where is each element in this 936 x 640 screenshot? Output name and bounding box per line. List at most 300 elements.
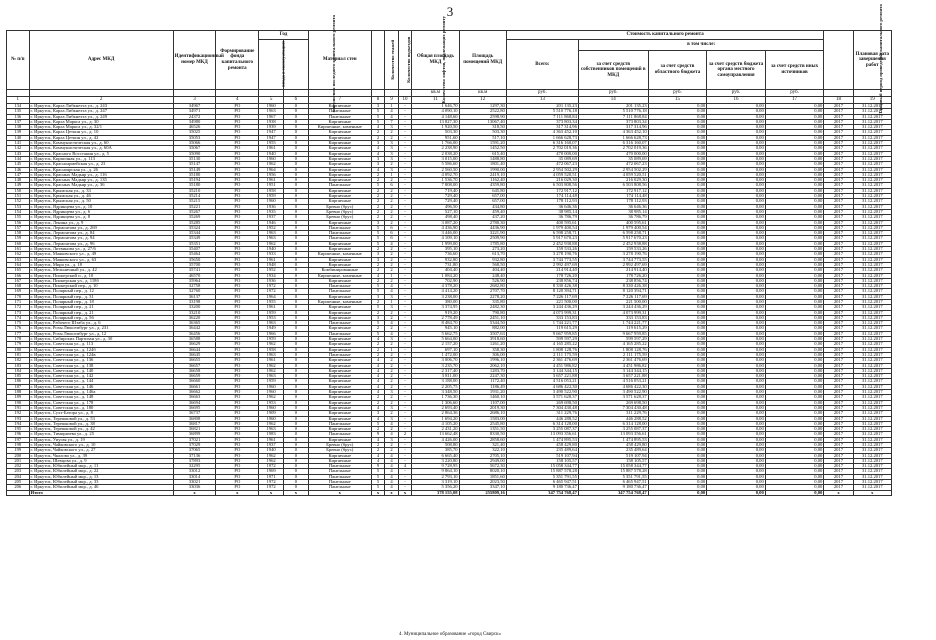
year-repair-cell: 0 [283,130,308,135]
owners-cost-cell: 3 571 628,37 [578,395,648,400]
local-cost-cell: 0,00 [707,268,766,273]
premises-area-cell: 318,50 [459,125,506,130]
year-repair-cell: 0 [283,443,308,448]
mkd-id-cell: 33021 [173,480,216,485]
year-repair-cell: 0 [283,305,308,310]
year-repair-cell: 0 [283,289,308,294]
region-cost-cell: 0,00 [648,204,707,209]
lifts-cell: - [398,231,412,236]
total-x: x [308,490,371,495]
year-commission-cell: 1955 [259,141,284,146]
total-cost-cell: 3 144 344,15 [506,368,578,373]
owners-cost-cell: 214 914,40 [578,268,648,273]
row-number: 187 [7,384,30,389]
local-cost-cell: 0,00 [707,194,766,199]
local-cost-cell: 0,00 [707,262,766,267]
local-cost-cell: 0,00 [707,331,766,336]
premises-area-cell: 1452,50 [459,146,506,151]
total-cost-cell: 2 111 175,59 [506,352,578,357]
period-cell: 2017 [824,352,853,357]
local-cost-cell: 0,00 [707,384,766,389]
total-area-cell: 4 148,60 [412,114,459,119]
fund-cell: РО [216,363,259,368]
year-commission-cell: 1955 [259,299,284,304]
header-number: № п/п [7,31,30,90]
period-cell: 2017 [824,384,853,389]
table-body [7,104,892,491]
fund-cell: РО [216,374,259,379]
period-cell: 2017 [824,294,853,299]
row-number: 144 [7,156,30,161]
floors-cell: 2 [371,400,385,405]
premises-area-cell: 4359,80 [459,183,506,188]
period-cell: 2017 [824,151,853,156]
entrances-cell: 3 [385,146,399,151]
entrances-cell: 2 [385,411,399,416]
entrances-cell: 2 [385,215,399,220]
premises-area-cell: 459,40 [459,209,506,214]
material-cell: Кирпичные [308,178,371,183]
header-cost-group: Стоимость капитального ремонта [506,31,823,40]
fund-cell: РО [216,268,259,273]
lifts-cell: - [398,480,412,485]
floors-cell: 2 [371,199,385,204]
entrances-cell: 3 [385,125,399,130]
period-cell: 2017 [824,485,853,490]
local-cost-cell: 0,00 [707,432,766,437]
other-cost-cell: 0,00 [765,194,824,199]
total-area-cell: 3 446,00 [412,231,459,236]
row-number: 169 [7,289,30,294]
owners-cost-cell: 178 112,93 [578,199,648,204]
floors-cell: 4 [371,384,385,389]
entrances-cell: 2 [385,326,399,331]
material-cell: Кирпичные, каменные [308,125,371,130]
mkd-id-cell: 35285 [173,220,216,225]
local-cost-cell: 0,00 [707,485,766,490]
plan-date-cell: 31.12.2017 [853,368,891,373]
address-cell: г. Иркутск, Чайковского ул., д. 27 [29,448,173,453]
local-cost-cell: 0,00 [707,125,766,130]
mkd-id-cell: 35324 [173,225,216,230]
local-cost-cell: 0,00 [707,209,766,214]
plan-date-cell: 31.12.2017 [853,262,891,267]
premises-area-cell: 2707,70 [459,289,506,294]
other-cost-cell: 0,00 [765,273,824,278]
mkd-id-cell: 36629 [173,342,216,347]
total-area-cell: 496,50 [412,204,459,209]
local-cost-cell: 0,00 [707,379,766,384]
other-cost-cell: 0,00 [765,257,824,262]
region-cost-cell: 0,00 [648,458,707,463]
year-commission-cell: 1961 [259,178,284,183]
plan-date-cell: 31.12.2017 [853,114,891,119]
fund-cell: РО [216,247,259,252]
total-cost-cell: 5 351 791,55 [506,474,578,479]
other-cost-cell: 0,00 [765,278,824,283]
plan-date-cell: 31.12.2017 [853,453,891,458]
floors-cell: 5 [371,485,385,490]
year-repair-cell: 0 [283,374,308,379]
other-cost-cell: 0,00 [765,236,824,241]
year-commission-cell: 1937 [259,215,284,220]
other-cost-cell: 0,00 [765,474,824,479]
mkd-id-cell: 32760 [173,289,216,294]
entrances-cell: 3 [385,390,399,395]
year-repair-cell: 0 [283,225,308,230]
region-cost-cell: 0,00 [648,241,707,246]
entrances-cell: 2 [385,252,399,257]
local-cost-cell: 0,00 [707,321,766,326]
fund-cell: РО [216,183,259,188]
total-cost-cell: 2 702 019,36 [506,146,578,151]
row-number: 181 [7,352,30,357]
year-commission-cell: 1940 [259,151,284,156]
address-cell: г. Иркутск, Советская ул., д. 142 [29,374,173,379]
period-cell: 2017 [824,104,853,109]
plan-date-cell: 31.12.2017 [853,278,891,283]
column-number: 4 [216,97,259,104]
region-cost-cell: 0,00 [648,437,707,442]
local-cost-cell: 0,00 [707,109,766,114]
lifts-cell: - [398,411,412,416]
local-cost-cell: 0,00 [707,469,766,474]
total-cost-cell: 6 316 160,07 [506,141,578,146]
fund-cell: РО [216,326,259,331]
premises-area-cell: 5672,30 [459,464,506,469]
floors-cell: 5 [371,469,385,474]
lifts-cell: - [398,416,412,421]
entrances-cell: 2 [385,427,399,432]
column-number: 2 [29,97,173,104]
year-commission-cell: 1953 [259,400,284,405]
address-cell: г. Иркутск, Терешковой ул., д. 38 [29,421,173,426]
row-number: 163 [7,257,30,262]
owners-cost-cell: 158 105,57 [578,458,648,463]
fund-cell: РО [216,305,259,310]
owners-cost-cell: 7 226 117,69 [578,294,648,299]
row-number: 149 [7,183,30,188]
address-cell: г. Иркутск, Маяковского ул., д. 63 [29,257,173,262]
address-cell: г. Иркутск, Ядринцева ул., д. 10 [29,204,173,209]
lifts-cell: - [398,305,412,310]
address-cell: г. Иркутск, Терешковой ул., д. 42 [29,427,173,432]
fund-cell: РО [216,220,259,225]
total-cost-cell: 38 985,14 [506,209,578,214]
total-cost-cell: 1 808 128,76 [506,347,578,352]
entrances-cell: 4 [385,331,399,336]
mkd-id-cell: 35349 [173,236,216,241]
entrances-cell: 4 [385,321,399,326]
total-cost-cell: 36 646,36 [506,204,578,209]
floors-cell: 2 [371,262,385,267]
row-number: 142 [7,146,30,151]
region-cost-cell: 0,00 [648,405,707,410]
local-cost-cell: 0,00 [707,464,766,469]
address-cell: г. Иркутск, Лермонтова ул., д. 96 [29,241,173,246]
lifts-cell: - [398,474,412,479]
region-cost-cell: 0,00 [648,209,707,214]
year-commission-cell: 1958 [259,188,284,193]
fund-cell: РО [216,421,259,426]
row-number: 197 [7,437,30,442]
column-number: 8 [371,97,385,104]
owners-cost-cell: 7 304 430,48 [578,405,648,410]
owners-cost-cell: 2 992 497,69 [578,262,648,267]
total-cost-cell: 201 135,23 [506,104,578,109]
material-cell: Панельные [308,236,371,241]
other-cost-cell: 0,00 [765,368,824,373]
material-cell: Бревно (брус) [308,448,371,453]
region-cost-cell: 0,00 [648,395,707,400]
total-area-cell: 3 319,10 [412,480,459,485]
address-cell: г. Иркутск, Чкалова ул., д. 39 [29,453,173,458]
address-cell: г. Иркутск, Пионерский пер., д. 10 [29,284,173,289]
floors-cell: 2 [371,448,385,453]
floors-cell: 2 [371,247,385,252]
total-cost-cell: 2 954 502,29 [506,167,578,172]
lifts-cell: - [398,427,412,432]
floors-cell: 5 [371,421,385,426]
row-number: 150 [7,188,30,193]
mkd-id-cell: 32758 [173,284,216,289]
mkd-id-cell: 36694 [173,400,216,405]
entrances-cell: 1 [385,104,399,109]
total-area-cell: 9 728,95 [412,464,459,469]
address-cell: г. Иркутск, Лермонтова ул., д. 269 [29,225,173,230]
premises-area-cell: 8020,10 [459,469,506,474]
year-repair-cell: 0 [283,405,308,410]
row-number: 151 [7,194,30,199]
total-area-cell: 2 560,50 [412,167,459,172]
row-number: 135 [7,109,30,114]
address-cell: г. Иркутск, Крымская ул., д. 33 [29,188,173,193]
period-cell: 2017 [824,220,853,225]
entrances-cell: 6 [385,231,399,236]
local-cost-cell: 0,00 [707,416,766,421]
row-number: 159 [7,236,30,241]
row-number: 178 [7,337,30,342]
local-cost-cell: 0,00 [707,352,766,357]
header-region: за счет средств областного бюджета [648,51,707,90]
local-cost-cell: 0,00 [707,363,766,368]
year-repair-cell: 0 [283,119,308,124]
premises-area-cell: 932,80 [459,257,506,262]
total-x: x [385,490,399,495]
entrances-cell: 2 [385,162,399,167]
local-cost-cell: 0,00 [707,326,766,331]
total-area-cell: 2 864,36 [412,411,459,416]
lifts-cell: - [398,347,412,352]
lifts-cell: - [398,125,412,130]
plan-date-cell: 31.12.2017 [853,268,891,273]
total-cost-cell: 4 363 452,10 [506,130,578,135]
year-repair-cell: 0 [283,109,308,114]
premises-area-cell: 613,70 [459,252,506,257]
premises-area-cell: 322,10 [459,448,506,453]
year-repair-cell: 0 [283,358,308,363]
local-cost-cell: 0,00 [707,114,766,119]
address-cell: г. Иркутск, Сибирских Партизан ул., д. 30 [29,337,173,342]
entrances-cell: 2 [385,247,399,252]
local-cost-cell: 0,00 [707,374,766,379]
row-number: 177 [7,331,30,336]
entrances-cell: 4 [385,284,399,289]
entrances-cell: 3 [385,156,399,161]
floors-cell: 2 [371,395,385,400]
year-repair-cell: 0 [283,273,308,278]
total-area-cell: 3 348,50 [412,390,459,395]
total-cost-cell: 446 288,52 [506,416,578,421]
row-number: 175 [7,321,30,326]
floors-cell: 2 [371,326,385,331]
row-number: 141 [7,141,30,146]
floors-cell: 9 [371,432,385,437]
unit-cell: кв.м [412,90,459,97]
total-area-cell: 5 586,60 [412,162,459,167]
plan-date-cell: 31.12.2017 [853,167,891,172]
total-area-cell: 1 766,00 [412,141,459,146]
floors-cell: 2 [371,278,385,283]
address-cell: г. Иркутск, Полярный пер., д. 21 [29,305,173,310]
row-number: 137 [7,119,30,124]
total-area-cell: 4 109,10 [412,236,459,241]
year-commission-cell: 1936 [259,204,284,209]
row-number: 162 [7,252,30,257]
year-commission-cell: 1960 [259,416,284,421]
premises-area-cell: 568,50 [459,262,506,267]
floors-cell: 5 [371,474,385,479]
year-commission-cell: 1960 [259,199,284,204]
lifts-cell: - [398,236,412,241]
material-cell: Кирпичные [308,104,371,109]
premises-area-cell: 1785,80 [459,241,506,246]
total-cost-cell: 8 330 426,38 [506,284,578,289]
region-cost-cell: 0,00 [648,220,707,225]
plan-date-cell: 31.12.2017 [853,257,891,262]
floors-cell: 4 [371,458,385,463]
lifts-cell: - [398,178,412,183]
region-cost-cell: 0,00 [648,284,707,289]
year-repair-cell: 0 [283,262,308,267]
local-cost-cell: 0,00 [707,480,766,485]
plan-date-cell: 31.12.2017 [853,421,891,426]
entrances-cell: 4 [385,464,399,469]
region-cost-cell: 0,00 [648,310,707,315]
owners-cost-cell: 6 503 808,56 [578,183,648,188]
lifts-cell: - [398,289,412,294]
entrances-cell: 6 [385,225,399,230]
material-cell: Кирпичные [308,358,371,363]
premises-area-cell: 2780,30 [459,220,506,225]
mkd-id-cell: 36663 [173,395,216,400]
total-area-cell: 13 662,48 [412,432,459,437]
premises-area-cell: 248,40 [459,273,506,278]
total-cost-cell: 2 992 497,69 [506,262,578,267]
fund-cell: РО [216,178,259,183]
year-repair-cell: 0 [283,390,308,395]
other-cost-cell: 0,00 [765,469,824,474]
address-cell: г. Иркутск, Юбилейный мкр., д. 22 [29,469,173,474]
period-cell: 2017 [824,262,853,267]
local-cost-cell: 0,00 [707,220,766,225]
region-cost-cell: 0,00 [648,119,707,124]
premises-area-cell: 1851,60 [459,474,506,479]
material-cell: Кирпичные [308,278,371,283]
year-repair-cell: 0 [283,485,308,490]
local-cost-cell: 0,00 [707,284,766,289]
period-cell: 2017 [824,209,853,214]
lifts-cell: - [398,443,412,448]
header-lifts: Количество лифтов, подлежащих ремонту [398,31,412,90]
total-cost-cell: 3 571 628,37 [506,395,578,400]
total-area-cell: 1 920,50 [412,125,459,130]
material-cell: Кирпичные, каменные [308,273,371,278]
period-cell: 2017 [824,135,853,140]
local-cost-cell: 0,00 [707,390,766,395]
year-commission-cell: 1962 [259,453,284,458]
fund-cell: РО [216,427,259,432]
header-fund-period: Плановый период проведения капитального ремонта [824,31,853,90]
owners-cost-cell: 4 451 986,82 [578,363,648,368]
local-cost-cell: 0,00 [707,400,766,405]
total-cost-cell: 2 452 938,88 [506,241,578,246]
address-cell: г. Иркутск, Советская ул., д. 124б [29,347,173,352]
owners-cost-cell: 470 000,00 [578,151,648,156]
fund-cell: РО [216,209,259,214]
premises-area-cell: 1996,10 [459,358,506,363]
year-commission-cell: 1960 [259,390,284,395]
fund-cell: РО [216,236,259,241]
period-cell: 2017 [824,416,853,421]
premises-area-cell: 615,40 [459,151,506,156]
entrances-cell: 3 [385,437,399,442]
total-area-cell: 3 811,00 [412,374,459,379]
year-commission-cell: 1951 [259,183,284,188]
fund-cell: РО [216,432,259,437]
lifts-cell: - [398,342,412,347]
other-cost-cell: 0,00 [765,109,824,114]
fund-cell: РО [216,188,259,193]
address-cell: г. Иркутск, Полярный пер., д. 21 [29,310,173,315]
fund-cell: РО [216,278,259,283]
owners-cost-cell: 36 786,79 [578,215,648,220]
entrances-cell: 4 [385,485,399,490]
lifts-cell: - [398,194,412,199]
total-area-cell: 508,80 [412,443,459,448]
fund-cell: РО [216,379,259,384]
period-cell: 2017 [824,315,853,320]
material-cell: Кирпичные [308,405,371,410]
total-cost-cell: 4 165 285,22 [506,342,578,347]
other-cost-cell: 0,00 [765,231,824,236]
address-cell: г. Иркутск, Советская ул., д. 146а [29,390,173,395]
period-cell: 2017 [824,321,853,326]
year-commission-cell: 1983 [259,432,284,437]
fund-cell: РО [216,215,259,220]
header-local: за счет средств бюджета органа местного самоуправления [707,51,766,90]
year-repair-cell: 0 [283,464,308,469]
region-cost-cell: 0,00 [648,156,707,161]
premises-area-cell: 306,00 [459,352,506,357]
total-cost-cell: 519 107,94 [506,453,578,458]
fund-cell: РО [216,474,259,479]
row-number: 139 [7,130,30,135]
region-cost-cell: 0,00 [648,252,707,257]
premises-area-cell: 1931,20 [459,390,506,395]
other-cost-cell: 0,00 [765,209,824,214]
mkd-id-cell: 35464 [173,252,216,257]
